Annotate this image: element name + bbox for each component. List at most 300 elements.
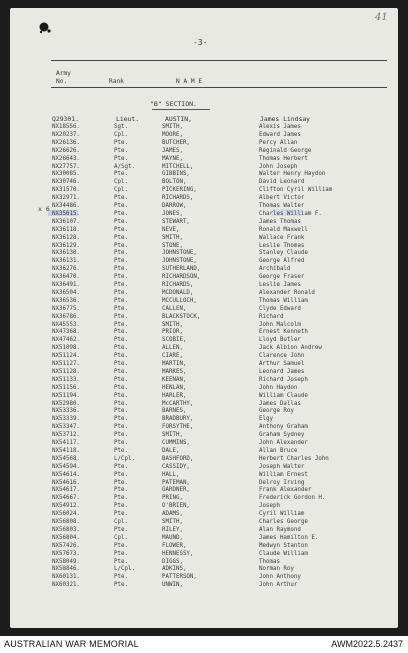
table-row	[10, 448, 398, 456]
surname: ADAMS,	[162, 511, 183, 518]
rank: Pte.	[114, 376, 128, 383]
surname: NEVE,	[162, 226, 180, 233]
surname: SUTHERLAND,	[162, 266, 201, 273]
surname: MITCHELL,	[162, 163, 194, 170]
rank: Pte.	[114, 424, 128, 431]
rule-top	[51, 60, 387, 61]
surname: BARNES,	[162, 408, 187, 415]
surname: RICHARDS,	[162, 195, 194, 202]
given-names: Edward James	[259, 131, 301, 138]
service-number: NX26626.	[52, 147, 80, 154]
given-names: Albert Victor	[259, 195, 305, 202]
surname: DARROW,	[162, 203, 187, 209]
given-names: Richard	[259, 313, 284, 320]
service-number: NX60131.	[52, 574, 80, 581]
table-row	[10, 140, 398, 148]
table-row	[10, 566, 398, 574]
given-names: John Malcolm	[259, 321, 301, 328]
surname: CALLEN,	[162, 305, 187, 312]
service-number: NX53347.	[52, 424, 80, 431]
surname: MAUND,	[162, 534, 183, 541]
margin-note: x 6	[38, 205, 50, 213]
given-names: Percy Allan	[259, 139, 298, 146]
given-names: Clyde Edward	[259, 305, 301, 312]
given-names: James Thomas	[259, 218, 301, 225]
service-number: NX58049.	[52, 558, 80, 565]
given-names: Alan Raymond	[259, 526, 301, 533]
commander-surname: AUSTIN,	[165, 115, 192, 123]
service-number: NX36131.	[52, 258, 80, 265]
rank: Pte.	[114, 210, 128, 217]
table-row	[10, 195, 398, 203]
surname: CUMMINS,	[162, 440, 190, 446]
header-name: N A M E	[176, 78, 203, 85]
surname: JAMES,	[162, 147, 183, 154]
given-names: George Roy	[259, 408, 294, 415]
given-names: Claude William	[259, 550, 308, 557]
header-army: Army	[56, 70, 71, 77]
service-number: NX54614.	[52, 471, 80, 478]
given-names: Leslie Thomas	[259, 242, 305, 249]
given-names: Frederick Gordon H.	[259, 495, 326, 502]
section-underline	[152, 109, 210, 110]
table-row	[10, 219, 398, 227]
rank: Pte.	[114, 171, 128, 178]
table-row	[10, 495, 398, 503]
given-names: John Arthur	[259, 582, 298, 589]
rank: Pte.	[114, 195, 128, 202]
table-row	[10, 464, 398, 472]
service-number: NX34486.	[52, 203, 80, 209]
service-number: NX54617.	[52, 487, 80, 494]
service-number: NX53336.	[52, 408, 80, 415]
table-row	[10, 432, 398, 440]
given-names: George Fraser	[259, 274, 305, 281]
surname: ADKINS,	[162, 566, 187, 573]
surname: MARKES,	[162, 368, 187, 375]
service-number: NX51156.	[52, 384, 80, 391]
table-row	[10, 258, 398, 266]
service-number: NX36775.	[52, 305, 80, 312]
given-names: Clarence John	[259, 353, 305, 360]
surname: HALL,	[162, 471, 180, 478]
service-number: NX26136.	[52, 139, 80, 146]
surname: PRIOR,	[162, 329, 183, 336]
table-row	[10, 385, 398, 393]
given-names: Joseph	[259, 503, 280, 510]
service-number: NX45553.	[52, 321, 80, 328]
rank: Pte.	[114, 226, 128, 233]
surname: HARLER,	[162, 392, 187, 399]
service-number: NX54594.	[52, 463, 80, 470]
table-row	[10, 187, 398, 195]
table-row	[10, 527, 398, 535]
given-names: John Alexander	[259, 440, 308, 446]
service-number: NX26643.	[52, 155, 80, 162]
surname: JONES,	[162, 210, 183, 217]
table-row	[10, 132, 398, 140]
rank: Pte.	[114, 289, 128, 296]
rank: A/Sgt.	[114, 163, 135, 170]
rank: Pte.	[114, 282, 128, 288]
commander-rank: Lieut.	[116, 115, 140, 123]
table-row	[10, 282, 398, 290]
rank: Pte.	[114, 337, 128, 344]
rank: Pte.	[114, 368, 128, 375]
rank: Cpl.	[114, 131, 128, 138]
header-no: No.	[56, 78, 68, 85]
table-row	[10, 416, 398, 424]
rank: Pte.	[114, 361, 128, 367]
surname: PATEMAN,	[162, 479, 190, 486]
rank: Pte.	[114, 503, 128, 510]
service-number: NX56024.	[52, 511, 80, 518]
table-row	[10, 322, 398, 330]
surname: PRING,	[162, 495, 183, 502]
rank: Cpl.	[114, 534, 128, 541]
surname: SMITH,	[162, 519, 183, 525]
table-row	[10, 487, 398, 495]
surname: RICHARDS,	[162, 282, 194, 288]
table-row	[10, 227, 398, 235]
table-row	[10, 274, 398, 282]
section-title: "B" SECTION.	[150, 100, 197, 108]
table-row	[10, 424, 398, 432]
service-number: NX36470.	[52, 274, 80, 281]
service-number: NX51124.	[52, 353, 80, 360]
surname: MARTIN,	[162, 361, 187, 367]
surname: FORSYTHE,	[162, 424, 194, 431]
given-names: Arthur Samuel	[259, 361, 305, 367]
rank: Pte.	[114, 250, 128, 257]
surname: DALE,	[162, 447, 180, 454]
rank: Pte.	[114, 321, 128, 328]
surname: DIGGS,	[162, 558, 183, 565]
given-names: Jack Albion Andrew	[259, 345, 322, 352]
surname: MOORE,	[162, 131, 183, 138]
surname: JOHNSTONE,	[162, 250, 197, 257]
service-number: NX54667.	[52, 495, 80, 502]
rank: Pte.	[114, 408, 128, 415]
given-names: Cyril William	[259, 511, 305, 518]
table-row	[10, 511, 398, 519]
given-names: Walter Henry Haydon	[259, 171, 326, 178]
table-row	[10, 266, 398, 274]
service-number: NX36276.	[52, 266, 80, 273]
table-row	[10, 472, 398, 480]
table-row	[10, 203, 398, 211]
service-number: NX18556.	[52, 124, 80, 130]
given-names: Thomas William	[259, 297, 308, 304]
footer-bar	[0, 636, 408, 653]
given-names: Ernest Kenneth	[259, 329, 308, 336]
surname: PICKERING,	[162, 187, 197, 194]
rank: Pte.	[114, 542, 128, 549]
rank: Pte.	[114, 550, 128, 557]
service-number: NX36491.	[52, 282, 80, 288]
service-number: NX56803.	[52, 526, 80, 533]
table-row	[10, 250, 398, 258]
rank: Pte.	[114, 471, 128, 478]
header-rank: Rank	[109, 78, 124, 85]
rank: Pte.	[114, 463, 128, 470]
table-row	[10, 559, 398, 567]
given-names: Frank Alexander	[259, 487, 312, 494]
service-number: NX47368.	[52, 329, 80, 336]
table-row	[10, 337, 398, 345]
rank: Pte.	[114, 511, 128, 518]
rank: Cpl.	[114, 519, 128, 525]
rank: Pte.	[114, 329, 128, 336]
surname: RILEY,	[162, 526, 183, 533]
table-row	[10, 377, 398, 385]
rank: Pte.	[114, 258, 128, 265]
surname: UNWIN,	[162, 582, 183, 589]
given-names: Thomas	[259, 558, 280, 565]
rank: Pte.	[114, 400, 128, 407]
rank: Pte.	[114, 582, 128, 589]
page-mark: -3-	[193, 38, 208, 47]
given-names: Delroy Irving	[259, 479, 305, 486]
rank: Sgt.	[114, 124, 128, 130]
service-number: NX36128.	[52, 234, 80, 241]
table-row	[10, 211, 398, 219]
rank: Pte.	[114, 155, 128, 162]
table-row	[10, 306, 398, 314]
rank: Pte.	[114, 487, 128, 494]
rank: Pte.	[114, 384, 128, 391]
table-row	[10, 298, 398, 306]
page-number: 41	[375, 12, 388, 23]
rank: Pte.	[114, 266, 128, 273]
surname: SCOBIE,	[162, 337, 187, 344]
service-number: NX60321.	[52, 582, 80, 589]
table-row	[10, 503, 398, 511]
surname: STEWART,	[162, 218, 190, 225]
service-number: NX57426.	[52, 542, 80, 549]
table-row	[10, 179, 398, 187]
table-row	[10, 345, 398, 353]
service-number: NX36536.	[52, 297, 80, 304]
service-number: NX51194.	[52, 392, 80, 399]
table-row	[10, 164, 398, 172]
given-names: Anthony Graham	[259, 424, 308, 431]
given-names: Archibald	[259, 266, 291, 273]
rank: Pte.	[114, 234, 128, 241]
rank: Pte.	[114, 203, 128, 209]
table-row	[10, 171, 398, 179]
service-number: NX58846.	[52, 566, 80, 573]
service-number: NX35615.	[52, 210, 80, 217]
given-names: John Haydon	[259, 384, 298, 391]
service-number: NX53339.	[52, 416, 80, 423]
table-row	[10, 156, 398, 164]
table-row	[10, 574, 398, 582]
surname: CIARE,	[162, 353, 183, 360]
rank: Cpl.	[114, 179, 128, 186]
table-row	[10, 456, 398, 464]
given-names: Joseph Walter	[259, 463, 305, 470]
given-names: Clifton Cyril William	[259, 187, 333, 194]
surname: STONE,	[162, 242, 183, 249]
service-number: NX52980.	[52, 400, 80, 407]
rank: Pte.	[114, 479, 128, 486]
given-names: Charles George	[259, 519, 308, 525]
table-row	[10, 408, 398, 416]
table-row	[10, 243, 398, 251]
surname: HENLAN,	[162, 384, 187, 391]
footer-accession: AWM2022.5.2437	[331, 639, 403, 649]
table-row	[10, 480, 398, 488]
given-names: William Claude	[259, 392, 308, 399]
given-names: Reginald George	[259, 147, 312, 154]
given-names: John Joseph	[259, 163, 298, 170]
service-number: NX53712.	[52, 432, 80, 439]
given-names: George Alfred	[259, 258, 305, 265]
surname: ALLEN,	[162, 345, 183, 352]
table-row	[10, 551, 398, 559]
surname: BUTCHER,	[162, 139, 190, 146]
given-names: Medwyn Stanton	[259, 542, 308, 549]
surname: MAYNE,	[162, 155, 183, 162]
rank: Pte.	[114, 558, 128, 565]
rank: Pte.	[114, 139, 128, 146]
surname: RICHARDSON,	[162, 274, 201, 281]
rank: Pte.	[114, 526, 128, 533]
table-row	[10, 535, 398, 543]
surname: GIBBINS,	[162, 171, 190, 178]
ink-blot	[38, 22, 52, 34]
table-row	[10, 361, 398, 369]
given-names: James Dallas	[259, 400, 301, 407]
commander-given: James Lindsay	[260, 115, 311, 123]
given-names: David Leonard	[259, 179, 305, 186]
surname: SMITH,	[162, 432, 183, 439]
given-names: John Anthony	[259, 574, 301, 581]
given-names: Alexis James	[259, 124, 301, 130]
footer-credit: AUSTRALIAN WAR MEMORIAL	[4, 639, 139, 649]
rank: Pte.	[114, 218, 128, 225]
given-names: Alexander Ronald	[259, 289, 315, 296]
service-number: NX47462.	[52, 337, 80, 344]
rank: Pte.	[114, 147, 128, 154]
rank: Pte.	[114, 274, 128, 281]
table-row	[10, 401, 398, 409]
service-number: NX30746.	[52, 179, 80, 186]
table-row	[10, 290, 398, 298]
surname: MCDONALD,	[162, 289, 194, 296]
service-number: NX54117.	[52, 440, 80, 446]
rank: Pte.	[114, 432, 128, 439]
surname: McCARTHY,	[162, 400, 194, 407]
given-names: Wallace Frank	[259, 234, 305, 241]
rank: Cpl.	[114, 187, 128, 194]
service-number: NX27757.	[52, 163, 80, 170]
rank: Pte.	[114, 447, 128, 454]
rule-header	[51, 87, 387, 88]
service-number: NX54616.	[52, 479, 80, 486]
table-row	[10, 519, 398, 527]
rank: Pte.	[114, 297, 128, 304]
rank: Pte.	[114, 345, 128, 352]
given-names: William Ernest	[259, 471, 308, 478]
surname: SMITH,	[162, 124, 183, 130]
commander-number: Q29301.	[52, 115, 79, 123]
surname: KEENAN,	[162, 376, 187, 383]
rank: Pte.	[114, 416, 128, 423]
table-row	[10, 393, 398, 401]
surname: BRADBURY,	[162, 416, 194, 423]
surname: BOLTON,	[162, 179, 187, 186]
service-number: NX36107.	[52, 218, 80, 225]
surname: FLOWER,	[162, 542, 187, 549]
surname: PATTERSON,	[162, 574, 197, 581]
service-number: NX57673.	[52, 550, 80, 557]
table-row	[10, 582, 398, 590]
service-number: NX36130.	[52, 250, 80, 257]
rank: Pte.	[114, 440, 128, 446]
table-row	[10, 314, 398, 322]
surname: CASSIDY,	[162, 463, 190, 470]
given-names: Richard Joseph	[259, 376, 308, 383]
given-names: Elgy	[259, 416, 273, 423]
service-number: NX51127.	[52, 361, 80, 367]
given-names: Lloyd Butler	[259, 337, 301, 344]
given-names: James Hamilton E.	[259, 534, 319, 541]
given-names: Graham Sydney	[259, 432, 305, 439]
given-names: Thomas Walter	[259, 203, 305, 209]
service-number: NX36786.	[52, 313, 80, 320]
service-number: NX36118.	[52, 226, 80, 233]
service-number: NX51098.	[52, 345, 80, 352]
surname: MCCULLOCH,	[162, 297, 197, 304]
given-names: Norman Roy	[259, 566, 294, 573]
given-names: Thomas Herbert	[259, 155, 308, 162]
service-number: NX54912.	[52, 503, 80, 510]
service-number: NX56808.	[52, 519, 80, 525]
service-number: NX31570.	[52, 187, 80, 194]
service-number: NX32971.	[52, 195, 80, 202]
table-row	[10, 235, 398, 243]
document-page	[10, 8, 398, 628]
given-names: Herbert Charles John	[259, 455, 329, 462]
rank: Pte.	[114, 313, 128, 320]
service-number: NX56804.	[52, 534, 80, 541]
service-number: NX20237.	[52, 131, 80, 138]
service-number: NX51133.	[52, 376, 80, 383]
service-number: NX54568.	[52, 455, 80, 462]
service-number: NX30085.	[52, 171, 80, 178]
surname: SMITH,	[162, 321, 183, 328]
table-row	[10, 543, 398, 551]
table-row	[10, 124, 398, 132]
given-names: Leonard James	[259, 368, 305, 375]
service-number: NX36504.	[52, 289, 80, 296]
table-row	[10, 369, 398, 377]
given-names: Leslie James	[259, 282, 301, 288]
surname: BASHFORD,	[162, 455, 194, 462]
surname: GARDNER,	[162, 487, 190, 494]
service-number: NX36129.	[52, 242, 80, 249]
given-names: Ronald Maxwell	[259, 226, 308, 233]
service-number: NX51128.	[52, 368, 80, 375]
rank: Pte.	[114, 495, 128, 502]
table-row	[10, 329, 398, 337]
rank: Pte.	[114, 353, 128, 360]
rank: Pte.	[114, 305, 128, 312]
surname: JOHNSTONE,	[162, 258, 197, 265]
rank: L/Cpl.	[114, 566, 135, 573]
